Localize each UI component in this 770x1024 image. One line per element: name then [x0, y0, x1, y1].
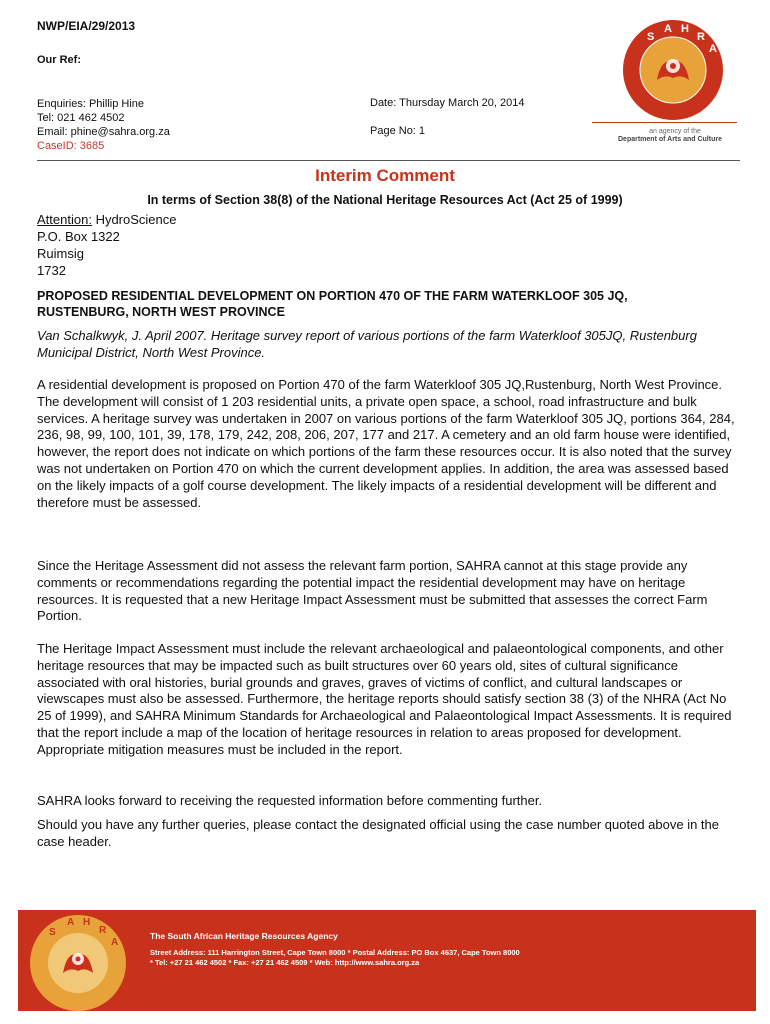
enquiries-email[interactable]: Email: phine@sahra.org.za — [37, 126, 170, 138]
body-paragraph-2: Since the Heritage Assessment did not assess the relevant farm portion, SAHRA cannot at this stage provide any comments or recommendations regarding the potential impact the residential development may have on heritage resources. It is requested that a new Heritage Impact Assessment must be submitted that assesses the correct Farm Portion. — [37, 558, 708, 624]
svg-text:A: A — [664, 23, 672, 35]
reference-number: NWP/EIA/29/2013 — [37, 19, 136, 33]
body-paragraph-5: Should you have any further queries, please contact the designated official using the case number quoted above in the case header. — [37, 817, 719, 849]
svg-text:R: R — [99, 925, 107, 936]
document-title: Interim Comment — [315, 166, 455, 185]
sahra-seal-footer-icon — [23, 913, 133, 1013]
recipient-box: P.O. Box 1322 — [37, 229, 120, 244]
our-ref-label: Our Ref: — [37, 54, 81, 66]
sahra-logo — [617, 18, 729, 127]
agency-divider — [592, 122, 737, 123]
svg-text:R: R — [697, 31, 705, 43]
report-citation: Van Schalkwyk, J. April 2007. Heritage survey report of various portions of the farm Waterkloof 305JQ, Rustenburg Municipal District, North West Province. — [37, 328, 697, 360]
case-id: CaseID: 3685 — [37, 140, 105, 152]
document-subtitle: In terms of Section 38(8) of the National Heritage Resources Act (Act 25 of 1999) — [147, 193, 623, 207]
body-paragraph-3: The Heritage Impact Assessment must include the relevant archaeological and palaeontological components, and other heritage resources that may be impacted such as built structures over 60 years old, sites of cultural significance associated with oral histories, burial grounds and graves, graves of victims of conflict, and cultural landscapes or viewscapes must also be assessed. Furthermore, the heritage reports should satisfy section 38 (3) of the NHRA (Act No 25 of 1999), and SAHRA Minimum Standards for Archaeological and Palaeontological Impact Assessments. It is required that the report include a map of the location of heritage resources in relation to areas proposed for development. Appropriate mitigation measures must be included in the report. — [37, 641, 732, 757]
header-divider — [37, 160, 740, 161]
page-number: Page No: 1 — [370, 125, 426, 137]
attention-label: Attention: — [37, 212, 92, 227]
svg-text:A: A — [67, 917, 75, 928]
sahra-seal-icon — [617, 18, 729, 122]
footer-contact — [150, 948, 520, 968]
svg-text:S: S — [647, 31, 655, 43]
proposal-heading — [37, 288, 737, 320]
svg-text:H: H — [83, 917, 91, 928]
body-paragraph-1: A residential development is proposed on Portion 470 of the farm Waterkloof 305 JQ,Rustenburg, North West Province. The development will consist of 1 203 residential units, a private open space, a school, road infrastructure and bulk services. A heritage survey was undertaken in 2007 on various portions of the farm Waterkloof 305 JQ, portions 364, 284, 236, 98, 99, 100, 101, 39, 178, 179, 242, 208, 206, 207, 177 and 217. A cemetery and an old farm house were identified, however, the report does not indicate on which portions of the farm these resources occur. It is also noted that the survey was not undertaken on Portion 470 on which the current development applies. In addition, the area was assessed based on the likely impacts of a golf course development. The likely impacts of a residential development will be different and therefore must be assessed. — [37, 377, 735, 510]
footer-logo — [23, 913, 133, 1018]
agency-caption — [618, 128, 730, 144]
attention-line — [37, 211, 177, 228]
enquiries-tel: Tel: 021 462 4502 — [37, 112, 125, 124]
proposal-heading-line-2: RUSTENBURG, NORTH WEST PROVINCE — [37, 305, 285, 319]
footer-phone-web[interactable]: * Tel: +27 21 462 4502 * Fax: +27 21 462 4509 * Web: http://www.sahra.org.za — [150, 958, 420, 967]
recipient-code: 1732 — [37, 263, 66, 278]
attention-name: HydroScience — [95, 212, 177, 227]
footer-agency-name: The South African Heritage Resources Agency — [150, 931, 338, 941]
svg-text:A: A — [709, 43, 717, 55]
footer-address: Street Address: 111 Harrington Street, Cape Town 8000 * Postal Address: PO Box 4637, Cape Town 8000 — [150, 948, 520, 957]
proposal-heading-line-1: PROPOSED RESIDENTIAL DEVELOPMENT ON PORTION 470 OF THE FARM WATERKLOOF 305 JQ, — [37, 289, 628, 303]
svg-text:H: H — [681, 23, 689, 35]
recipient-town: Ruimsig — [37, 246, 84, 261]
body-paragraph-4: SAHRA looks forward to receiving the requested information before commenting further. — [37, 793, 543, 808]
agency-line-2: Department of Arts and Culture — [618, 136, 722, 143]
svg-text:S: S — [49, 927, 56, 938]
recipient-address — [37, 211, 177, 279]
letter-date: Date: Thursday March 20, 2014 — [370, 97, 525, 109]
svg-text:A: A — [111, 937, 119, 948]
enquiries-block — [37, 97, 170, 153]
enquiries-contact: Enquiries: Phillip Hine — [37, 98, 144, 110]
agency-line-1: an agency of the — [649, 128, 701, 135]
